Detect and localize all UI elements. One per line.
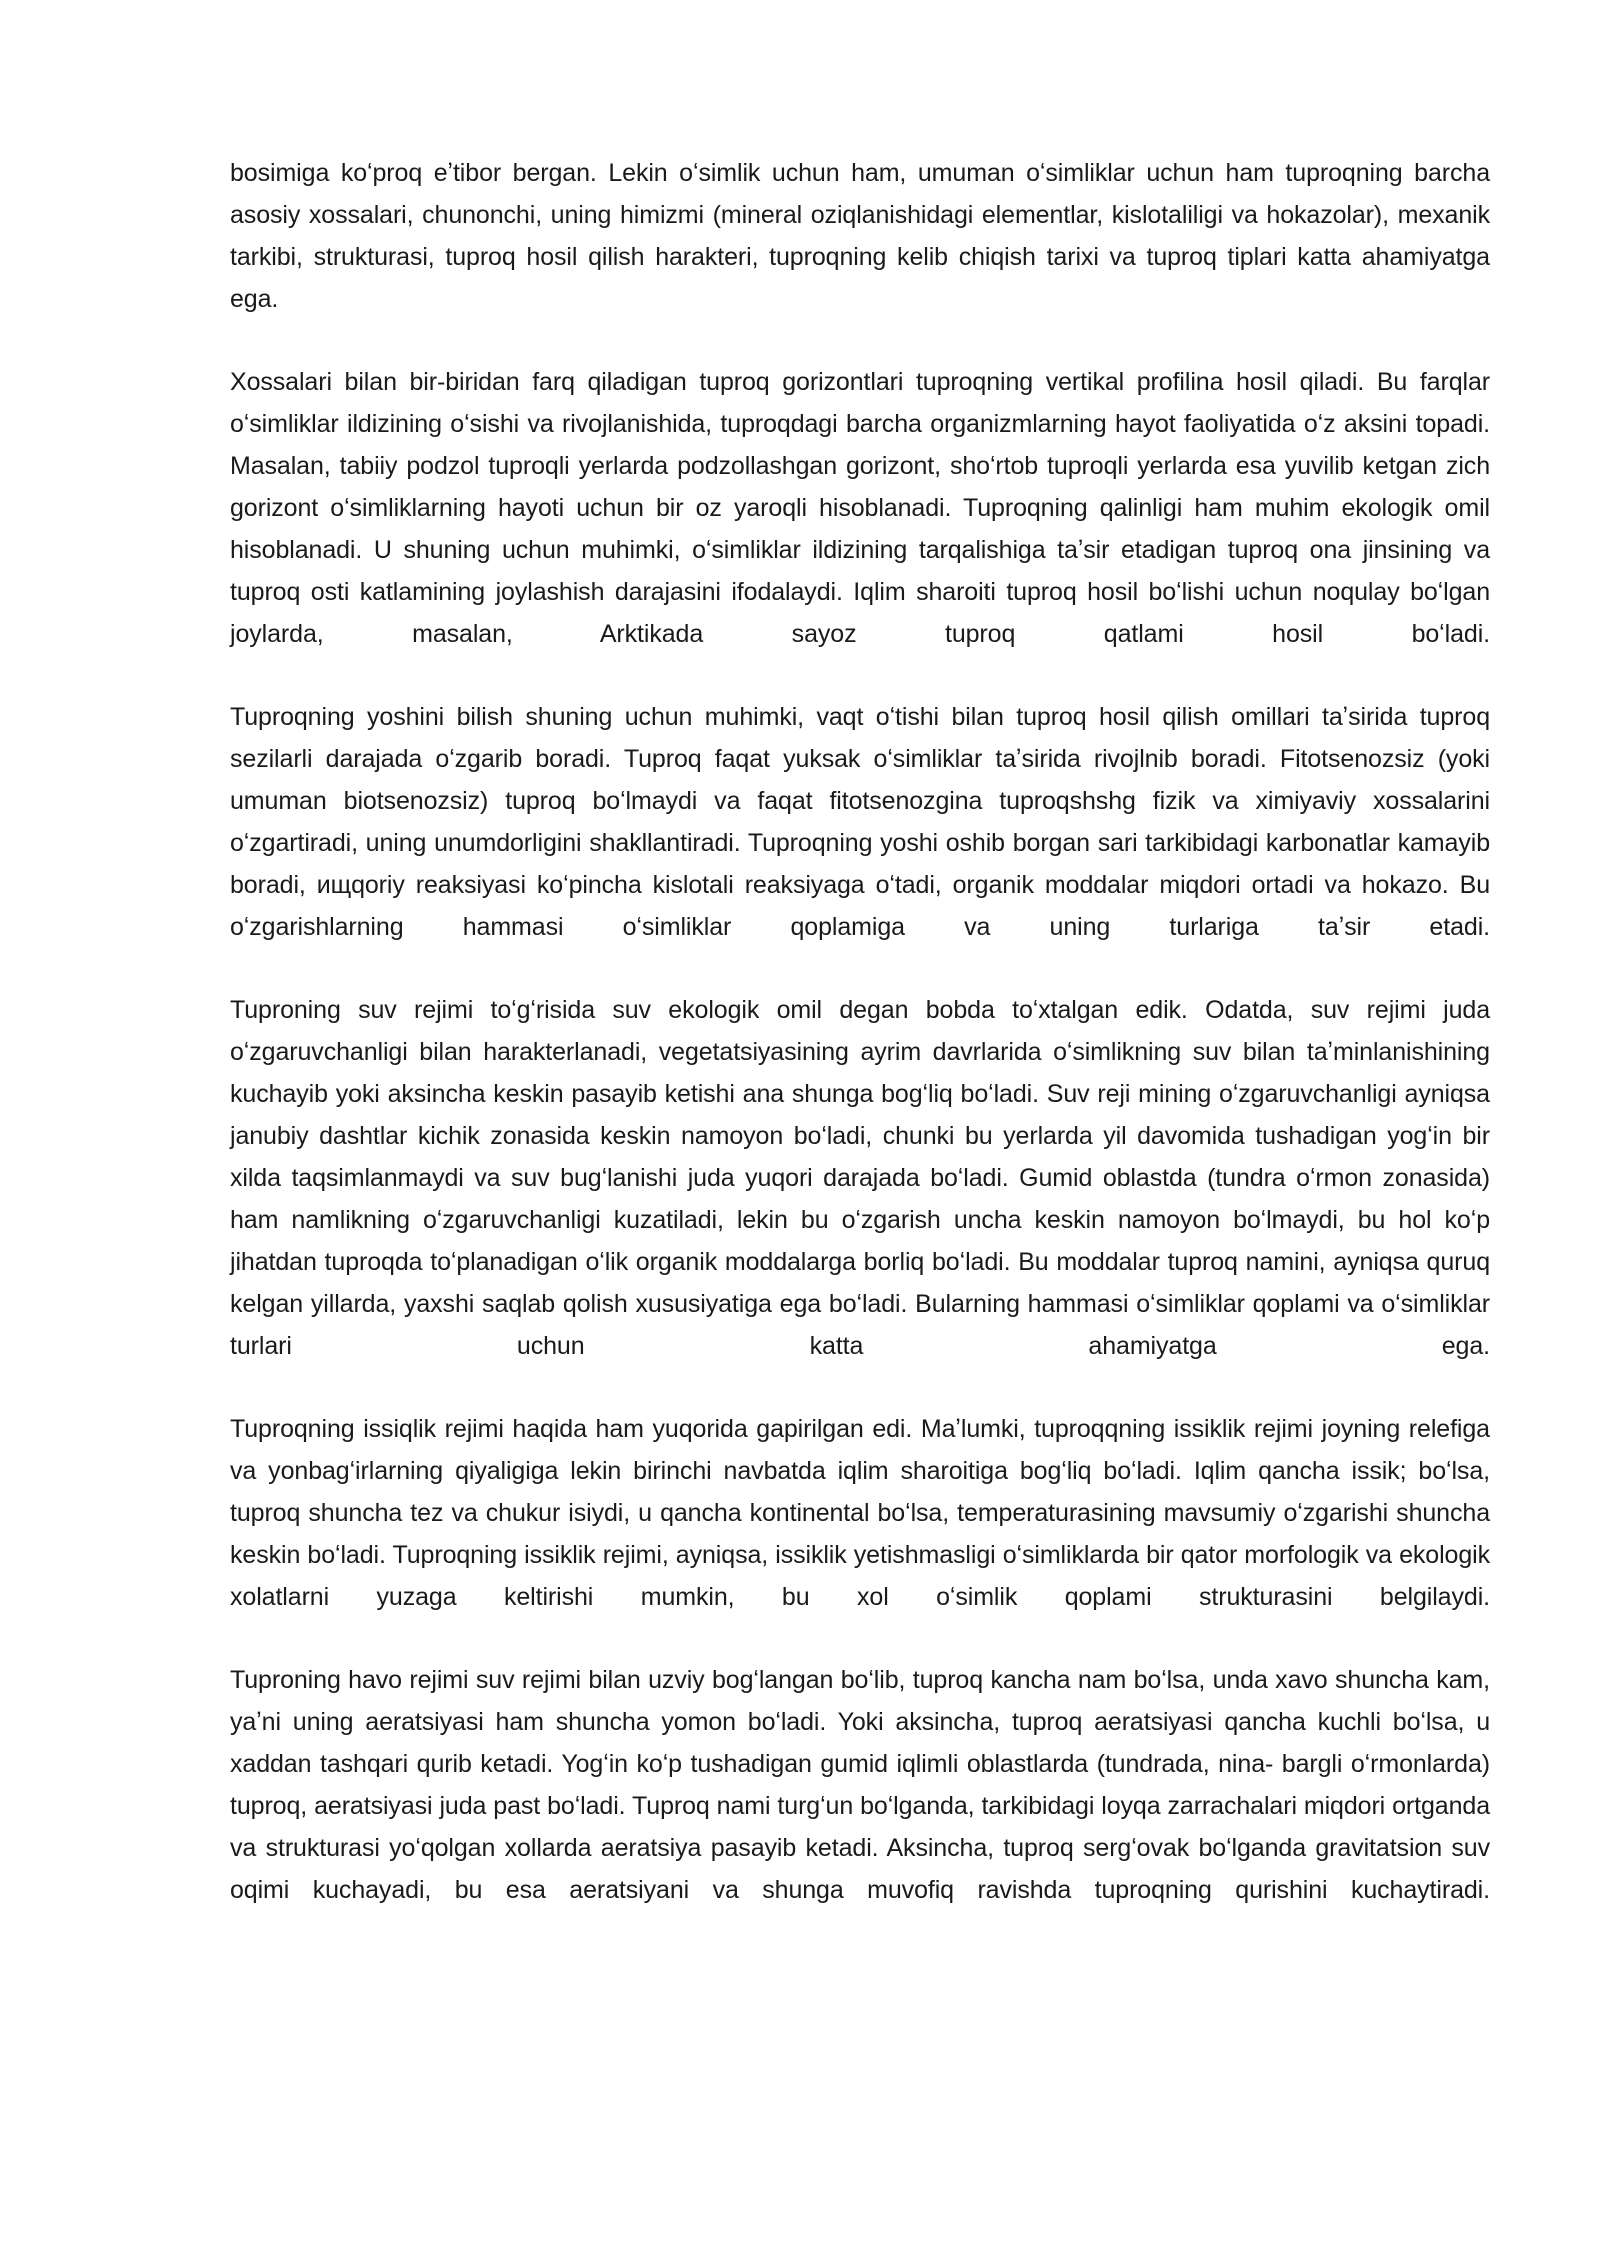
paragraph-1: bosimiga koʻproq eʼtibor bergan. Lekin oʻsimlik uchun ham, umuman oʻsimliklar uchun ham tuproqning barcha asosiy xossalari, chunonchi, uning himizmi (mineral oziqlanishidagi elementlar, kislotaliligi va hokazolar), mexanik tarkibi, strukturasi, tuproq hosil qilish harakteri, tuproqning kelib chiqish tarixi va tuproq tiplari katta ahamiyatga ega. [230, 159, 1490, 313]
paragraph-6: Tuproning havo rejimi suv rejimi bilan uzviy bogʻlangan boʻlib, tuproq kancha nam boʻlsa, unda xavo shuncha kam, yaʼni uning aeratsiyasi ham shuncha yomon boʻladi. Yoki aksincha, tuproq aeratsiyasi qancha kuchli boʻlsa, u xaddan tashqari qurib ketadi. Yogʻin koʻp tushadigan gumid iqlimli oblastlarda (tundrada, nina- bargli oʻrmonlarda) tuproq, aeratsiyasi juda past boʻladi. Tuproq nami turgʻun boʻlganda, tarkibidagi loyqa zarrachalari miqdori ortganda va strukturasi yoʻqolgan xollarda aeratsiya pasayib ketadi. Aksincha, tuproq sergʻovak boʻlganda gravitatsion suv oqimi kuchayadi, bu esa aeratsiyani va shunga muvofiq ravishda tuproqning qurishini kuchaytiradi. [230, 1666, 1490, 1904]
paragraph-5: Tuproqning issiqlik rejimi haqida ham yuqorida gapirilgan edi. Maʼlumki, tuproqqning issiklik rejimi joyning relefiga va yonbagʻirlarning qiyaligiga lekin birinchi navbatda iqlim sharoitiga bogʻliq boʻladi. Iqlim qancha issik; boʻlsa, tuproq shuncha tez va chukur isiydi, u qancha kontinental boʻlsa, temperaturasining mavsumiy oʻzgarishi shuncha keskin boʻladi. Tuproqning issiklik rejimi, ayniqsa, issiklik yetishmasligi oʻsimliklarda bir qator morfologik va ekologik xolatlarni yuzaga keltirishi mumkin, bu xol oʻsimlik qoplami strukturasini belgilaydi. [230, 1415, 1490, 1611]
document-page [230, 152, 1490, 1911]
paragraph-3: Tuproqning yoshini bilish shuning uchun muhimki, vaqt oʻtishi bilan tuproq hosil qilish omillari taʼsirida tuproq sezilarli darajada oʻzgarib boradi. Tuproq faqat yuksak oʻsimliklar taʼsirida rivojlnib boradi. Fitotsenozsiz (yoki umuman biotsenozsiz) tuproq boʻlmaydi va faqat fitotsenozgina tuproqshshg fizik va ximiyaviy xossalarini oʻzgartiradi, uning unumdorligini shakllantiradi. Tuproqning yoshi oshib borgan sari tarkibidagi karbonatlar kamayib boradi, ищqoriy reaksiyasi koʻpincha kislotali reaksiyaga oʻtadi, organik moddalar miqdori ortadi va hokazo. Bu oʻzgarishlarning hammasi oʻsimliklar qoplamiga va uning turlariga taʼsir etadi. [230, 703, 1490, 941]
paragraph-2: Xossalari bilan bir-biridan farq qiladigan tuproq gorizontlari tuproqning vertikal profilina hosil qiladi. Bu farqlar oʻsimliklar ildizining oʻsishi va rivojlanishida, tuproqdagi barcha organizmlarning hayot faoliyatida oʻz aksini topadi. Masalan, tabiiy podzol tuproqli yerlarda podzollashgan gorizont, shoʻrtob tuproqli yerlarda esa yuvilib ketgan zich gorizont oʻsimliklarning hayoti uchun bir oz yaroqli hisoblanadi. Tuproqning qalinligi ham muhim ekologik omil hisoblanadi. U shuning uchun muhimki, oʻsimliklar ildizining tarqalishiga taʼsir etadigan tuproq ona jinsining va tuproq osti katlamining joylashish darajasini ifodalaydi. Iqlim sharoiti tuproq hosil boʻlishi uchun noqulay boʻlgan joylarda, masalan, Arktikada sayoz tuproq qatlami hosil boʻladi. [230, 368, 1490, 648]
paragraph-4: Tuproning suv rejimi toʻgʻrisida suv ekologik omil degan bobda toʻxtalgan edik. Odatda, suv rejimi juda oʻzgaruvchanligi bilan harakterlanadi, vegetatsiyasining ayrim davrlarida oʻsimlikning suv bilan taʼminlanishining kuchayib yoki aksincha keskin pasayib ketishi ana shunga bogʻliq boʻladi. Suv reji mining oʻzgaruvchanligi ayniqsa janubiy dashtlar kichik zonasida keskin namoyon boʻladi, chunki bu yerlarda yil davomida tushadigan yogʻin bir xilda taqsimlanmaydi va suv bugʻlanishi juda yuqori darajada boʻladi. Gumid oblastda (tundra oʻrmon zonasida) ham namlikning oʻzgaruvchanligi kuzatiladi, lekin bu oʻzgarish uncha keskin namoyon boʻlmaydi, bu hol koʻp jihatdan tuproqda toʻplanadigan oʻlik organik moddalarga borliq boʻladi. Bu moddalar tuproq namini, ayniqsa quruq kelgan yillarda, yaxshi saqlab qolish xususiyatiga ega boʻladi. Bularning hammasi oʻsimliklar qoplami va oʻsimliklar turlari uchun katta ahamiyatga ega. [230, 996, 1490, 1360]
